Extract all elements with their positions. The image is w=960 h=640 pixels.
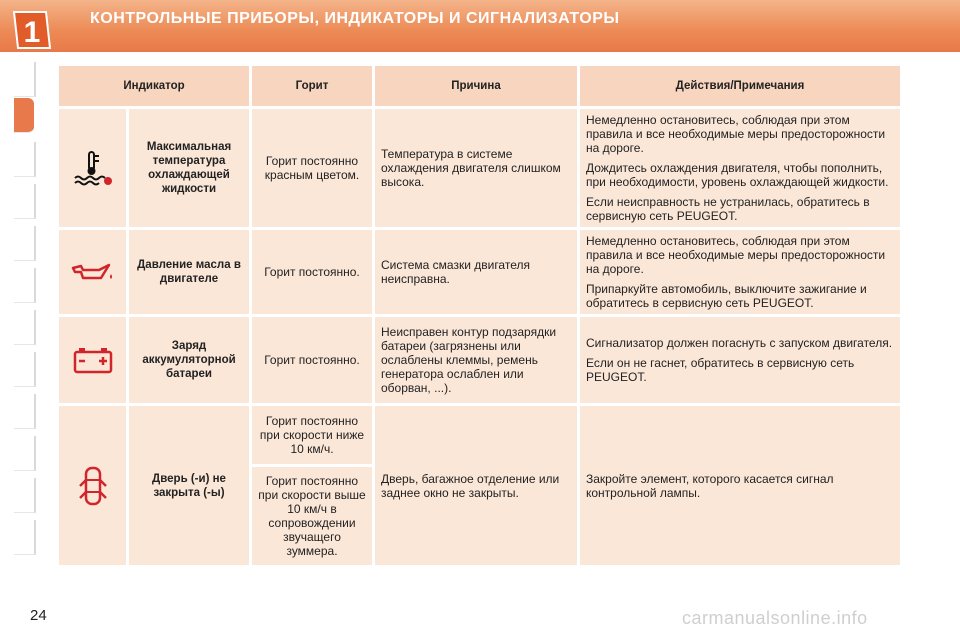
chapter-tab-active[interactable]: [14, 98, 34, 133]
chapter-tab[interactable]: [14, 62, 36, 97]
chapter-tab[interactable]: [14, 310, 36, 345]
action-text: Дождитесь охлаждения двигателя, чтобы пополнить, при необходимости, уровень охлаждающей жидкости.: [586, 161, 889, 189]
actions-cell: [580, 317, 900, 403]
lit-status: Горит постоянно.: [252, 317, 372, 403]
actions-cell: [580, 109, 900, 227]
chapter-tab[interactable]: [14, 352, 36, 387]
action-text: Припаркуйте автомобиль, выключите зажигание и обратитесь в сервисную сеть PEUGEOT.: [586, 282, 867, 310]
chapter-tab[interactable]: [14, 520, 36, 555]
chapter-tab[interactable]: [14, 268, 36, 303]
chapter-number: 1: [23, 16, 41, 49]
action-text: Если он не гаснет, обратитесь в сервисную сеть PEUGEOT.: [586, 356, 855, 384]
column-header-lit: Горит: [252, 66, 372, 106]
battery-icon: [73, 346, 113, 374]
action-text: Если неисправность не устранилась, обратитесь в сервисную сеть PEUGEOT.: [586, 195, 870, 223]
indicator-name: Максимальная температура охлаждающей жидкости: [129, 109, 249, 227]
action-text: Сигнализатор должен погаснуть с запуском двигателя.: [586, 336, 893, 350]
icon-cell: [59, 230, 126, 314]
action-text: Немедленно остановитесь, соблюдая при этом правила и все необходимые меры предосторожности на дороге.: [586, 113, 886, 155]
actions-cell: [580, 406, 900, 565]
action-text: Немедленно остановитесь, соблюдая при этом правила и все необходимые меры предосторожности на дороге.: [586, 234, 886, 276]
page-header: [0, 0, 960, 52]
cause-text: Дверь, багажное отделение или заднее окно не закрыты.: [375, 406, 577, 565]
table-row: [59, 406, 900, 464]
icon-cell: [59, 406, 126, 565]
cause-text: Неисправен контур подзарядки батареи (загрязнены или ослаблены клеммы, ремень генератора ослаблен или оборван, ...).: [375, 317, 577, 403]
icon-cell: [59, 109, 126, 227]
cause-text: Температура в системе охлаждения двигателя слишком высока.: [375, 109, 577, 227]
lit-status: Горит постоянно.: [252, 230, 372, 314]
page-title: КОНТРОЛЬНЫЕ ПРИБОРЫ, ИНДИКАТОРЫ И СИГНАЛИЗАТОРЫ: [90, 10, 620, 27]
column-header-cause: Причина: [375, 66, 577, 106]
watermark: carmanualsonline.info: [682, 608, 868, 628]
chapter-tab[interactable]: [14, 142, 36, 177]
chapter-tab[interactable]: [14, 184, 36, 219]
coolant-temperature-icon: [73, 150, 113, 186]
lit-status: Горит постоянно красным цветом.: [252, 109, 372, 227]
chapter-tabs: [14, 62, 34, 572]
table-row: [59, 230, 900, 314]
table-row: [59, 109, 900, 227]
chapter-tab[interactable]: [14, 394, 36, 429]
oil-pressure-icon: [71, 260, 115, 284]
actions-cell: [580, 230, 900, 314]
indicator-table: [56, 63, 903, 568]
page-number: 24: [30, 607, 47, 624]
table-row: [59, 317, 900, 403]
indicator-name: Дверь (-и) не закрыта (-ы): [129, 406, 249, 565]
chapter-tab[interactable]: [14, 226, 36, 261]
lit-status: Горит постоянно при скорости выше 10 км/ч в сопровождении звучащего зуммера.: [252, 467, 372, 565]
table-header-row: [59, 66, 900, 106]
chapter-tab[interactable]: [14, 478, 36, 513]
column-header-actions: Действия/Примечания: [580, 66, 900, 106]
action-text: Закройте элемент, которого касается сигнал контрольной лампы.: [586, 471, 834, 500]
icon-cell: [59, 317, 126, 403]
indicator-name: Давление масла в двигателе: [129, 230, 249, 314]
door-open-icon: [78, 466, 108, 506]
chapter-badge: [10, 8, 54, 52]
column-header-indicator: Индикатор: [59, 66, 249, 106]
lit-status: Горит постоянно при скорости ниже 10 км/ч.: [252, 406, 372, 464]
cause-text: Система смазки двигателя неисправна.: [375, 230, 577, 314]
chapter-tab[interactable]: [14, 436, 36, 471]
indicator-name: Заряд аккумуляторной батареи: [129, 317, 249, 403]
